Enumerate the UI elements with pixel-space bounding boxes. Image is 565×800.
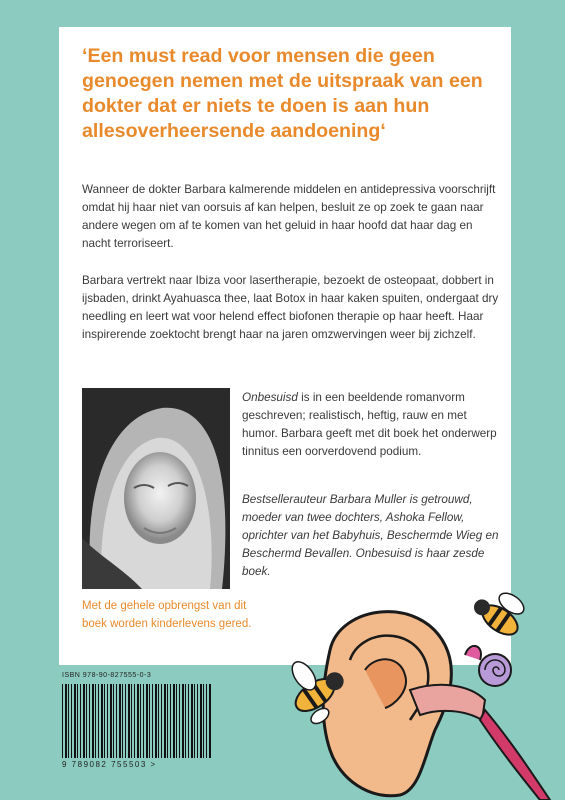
- description-paragraph-1: Wanneer de dokter Barbara kalmerende middelen en antidepressiva voorschrijft omdat hij haar niet van oorsuis af kan helpen, besluit ze op zoek te gaan naar andere wegen om af te komen van het geluid in haar hoofd dat haar dag en nacht terroriseert.: [82, 183, 496, 250]
- description-paragraph-2: Barbara vertrekt naar Ibiza voor lasertherapie, bezoekt de osteopaat, dobbert in ijsbaden, drinkt Ayahuasca thee, laat Botox in haar kaken spuiten, ondergaat dry needling en leert wat voor helend effect biofonen therapie op haar heeft. Haar inspirerende zoektocht brengt haar na jaren omzwervingen weer bij zichzelf.: [82, 274, 499, 341]
- isbn-label: ISBN 978-90-827555-0-3: [62, 672, 152, 679]
- book-description: [242, 389, 504, 461]
- cochlea-icon: [479, 654, 511, 686]
- author-photo: [82, 388, 230, 589]
- author-photo-image: [82, 388, 230, 589]
- barcode: [62, 684, 212, 758]
- book-description-text: is in een beeldende romanvorm geschreven; realistisch, heftig, rauw en met humor. Barbara geeft met dit boek het onderwerp tinnitus een oorverdovend podium.: [242, 391, 497, 458]
- barcode-digits: 9 789082 755503 >: [62, 760, 222, 769]
- bee-icon: [469, 590, 532, 640]
- ear-bees-illustration: [270, 590, 565, 800]
- book-title-word: Onbesuisd: [242, 391, 298, 404]
- author-bio: Bestsellerauteur Barbara Muller is getrouwd, moeder van twee dochters, Ashoka Fellow, oprichter van het Babyhuis, Beschermde Wieg en Beschermd Bevallen. Onbesuisd is haar zesde boek.: [242, 493, 499, 578]
- donation-note: Met de gehele opbrengst van dit boek worden kinderlevens gered.: [82, 600, 252, 630]
- blurb-quote: ‘Een must read voor mensen die geen genoegen nemen met de uitspraak van een dokter dat er niets te doen is aan hun allesoverheersende aandoening‘: [82, 45, 483, 142]
